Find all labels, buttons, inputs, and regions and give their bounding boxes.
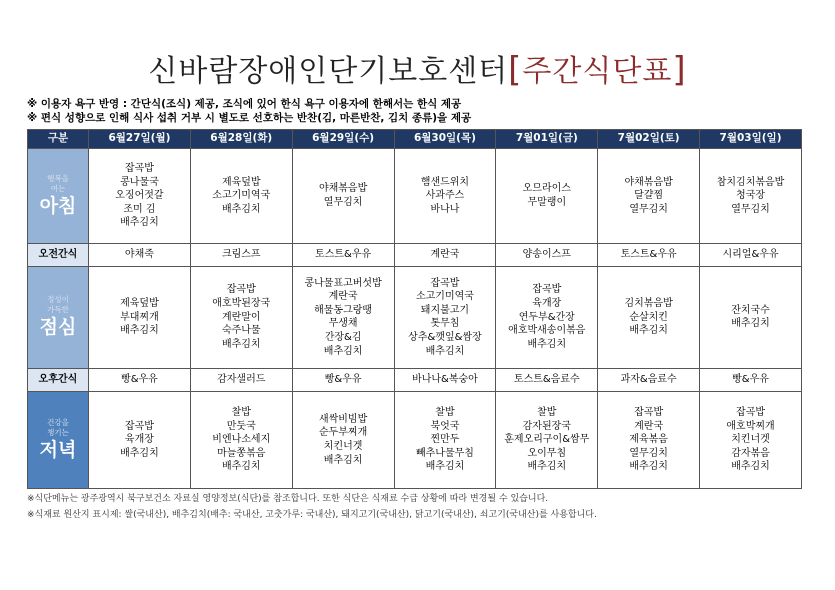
menu-item: 제육덮밥	[221, 176, 261, 188]
snack-cell: 양송이스프	[496, 244, 598, 267]
menu-item: 상추&깻잎&쌈장	[408, 332, 482, 343]
menu-item: 잡곡밥	[430, 277, 460, 289]
menu-item: 육개장	[124, 434, 154, 446]
menu-item: 비엔나소세지	[212, 434, 271, 446]
note-line: ※ 이용자 욕구 반영 : 간단식(조식) 제공, 조식에 있어 한식 욕구 이용자에 한해서는 한식 제공	[27, 98, 462, 110]
header-day: 6월29일(수)	[292, 130, 394, 149]
menu-item: 배추김치	[425, 345, 465, 357]
header-day: 6월27일(월)	[89, 130, 191, 149]
menu-item: 무말랭이	[527, 197, 567, 208]
menu-item: 배추김치	[323, 454, 363, 466]
snack-cell: 감자샐러드	[190, 368, 292, 391]
snack-cell: 빵&우유	[292, 368, 394, 391]
menu-item: 감자볶음	[731, 447, 770, 459]
menu-item: 배추김치	[527, 338, 567, 350]
menu-cell	[700, 391, 802, 488]
menu-item: 사과주스	[425, 190, 465, 202]
pm-snack-label: 오후간식	[28, 368, 89, 391]
menu-cell	[292, 149, 394, 244]
menu-item: 참치김치볶음밥	[716, 176, 785, 188]
menu-item: 배추김치	[425, 461, 465, 473]
menu-item: 햄샌드위치	[420, 176, 470, 188]
menu-item: 북엇국	[430, 420, 460, 432]
label-big: 아침	[39, 195, 77, 217]
menu-item: 톳무침	[430, 318, 460, 330]
menu-item: 훈제오리구이&쌈무	[504, 434, 590, 446]
menu-item: 청국장	[736, 190, 766, 202]
footer-notes	[27, 491, 597, 523]
label-small: 챙기는	[47, 427, 69, 437]
header-day: 6월30일(목)	[394, 130, 496, 149]
menu-item: 제육볶음	[629, 434, 668, 446]
menu-item: 애호박된장국	[212, 298, 271, 310]
footer-line: ※식재료 원산지 표시제: 쌀(국내산), 배추김치(배추: 국내산, 고춧가루: 국내산), 돼지고기(국내산), 닭고기(국내산), 쇠고기(국내산)를 사용합니다.	[27, 510, 597, 520]
menu-cell	[598, 267, 700, 368]
menu-item: 열무김치	[629, 447, 668, 459]
menu-item: 애호박새송이볶음	[508, 325, 586, 337]
menu-item: 김치볶음밥	[624, 298, 673, 310]
footer-line: ※식단메뉴는 광주광역시 북구보건소 자료실 영양정보(식단)를 참조합니다. 또한 식단은 식재료 수급 상황에 따라 변경될 수 있습니다.	[27, 494, 549, 504]
menu-item: 야채볶음밥	[318, 183, 368, 195]
header-day: 7월03일(일)	[700, 130, 802, 149]
menu-item: 배추김치	[120, 447, 159, 459]
menu-cell	[496, 149, 598, 244]
menu-cell	[190, 267, 292, 368]
menu-item: 치킨너겟	[731, 434, 770, 446]
menu-item: 계란국	[328, 291, 358, 303]
menu-item: 오므라이스	[522, 183, 571, 195]
menu-item: 배추김치	[323, 345, 363, 357]
title-subtitle: 주간식단표	[522, 54, 673, 89]
menu-cell	[394, 391, 496, 488]
center-name: 신바람장애인단기보호센터	[148, 54, 509, 89]
label-small: 여는	[50, 184, 66, 193]
menu-item: 배추김치	[120, 217, 159, 229]
menu-item: 야채볶음밥	[624, 176, 673, 188]
header-day: 7월01일(금)	[496, 130, 598, 149]
menu-item: 찰밥	[435, 406, 455, 418]
menu-item: 제육덮밥	[120, 298, 159, 310]
am-snack-label: 오전간식	[28, 244, 89, 267]
header-day: 6월28일(화)	[190, 130, 292, 149]
menu-item: 감자된장국	[522, 420, 571, 432]
menu-item: 무생채	[328, 318, 358, 330]
menu-item: 애호박찌개	[726, 420, 775, 432]
lunch-label	[28, 267, 89, 368]
weekly-menu-table	[27, 129, 802, 489]
menu-item: 빼추나물무침	[415, 447, 474, 459]
menu-cell	[89, 391, 191, 488]
header-row	[28, 130, 802, 149]
menu-item: 소고기미역국	[212, 190, 271, 202]
lunch-row	[28, 267, 802, 368]
breakfast-row	[28, 149, 802, 244]
menu-item: 육개장	[532, 298, 562, 310]
snack-cell: 계란국	[394, 244, 496, 267]
label-small: 정성이	[47, 295, 69, 305]
snack-cell: 빵&우유	[89, 368, 191, 391]
menu-item: 잡곡밥	[226, 284, 256, 296]
menu-item: 계란국	[634, 420, 664, 432]
header-category: 구분	[28, 130, 89, 149]
label-big: 저녁	[39, 438, 77, 461]
menu-item: 배추김치	[731, 318, 770, 330]
label-small: 건강을	[47, 417, 69, 427]
menu-item: 순살치킨	[629, 311, 668, 323]
menu-item: 돼지불고기	[420, 304, 470, 316]
menu-cell	[89, 149, 191, 244]
snack-cell: 바나나&복숭아	[394, 368, 496, 391]
notes	[27, 97, 471, 125]
menu-cell	[292, 391, 394, 488]
menu-item: 순두부찌개	[318, 427, 368, 439]
menu-item: 찐만두	[430, 434, 460, 446]
menu-item: 치킨너겟	[323, 440, 363, 452]
snack-cell: 과자&음료수	[598, 368, 700, 391]
menu-cell	[700, 267, 802, 368]
menu-item: 잡곡밥	[532, 284, 562, 296]
menu-item: 계란말이	[221, 311, 261, 323]
menu-item: 잡곡밥	[124, 420, 154, 432]
label-big: 점심	[39, 316, 77, 339]
menu-item: 달걀찜	[634, 190, 664, 202]
dinner-row	[28, 391, 802, 488]
snack-cell: 토스트&우유	[598, 244, 700, 267]
label-small: 가득한	[47, 305, 69, 315]
menu-item: 잡곡밥	[634, 406, 664, 418]
menu-item: 열무김치	[629, 203, 668, 215]
snack-cell: 시리얼&우유	[700, 244, 802, 267]
note-line: ※ 편식 성향으로 인해 식사 섭취 거부 시 별도로 선호하는 반찬(김, 마른반찬, 김치 종류)을 제공	[27, 112, 472, 124]
label-small: 행복을	[47, 174, 69, 183]
menu-item: 부대찌개	[120, 311, 159, 323]
menu-item: 찰밥	[537, 406, 557, 418]
menu-cell	[292, 267, 394, 368]
menu-item: 마늘쫑볶음	[217, 447, 266, 459]
snack-cell: 토스트&음료수	[496, 368, 598, 391]
menu-item: 숙주나물	[221, 325, 261, 337]
menu-item: 바나나	[430, 203, 460, 215]
snack-cell: 빵&우유	[700, 368, 802, 391]
title-bracket-close: ]	[672, 50, 687, 90]
menu-item: 간장&김	[324, 332, 362, 343]
menu-cell	[598, 391, 700, 488]
menu-item: 해물동그랑땡	[314, 304, 373, 316]
menu-item: 배추김치	[120, 325, 159, 337]
snack-cell: 크림스프	[190, 244, 292, 267]
menu-item: 열무김치	[731, 203, 770, 215]
menu-item: 배추김치	[221, 338, 261, 350]
menu-item: 잡곡밥	[124, 163, 154, 175]
menu-item: 만둣국	[226, 420, 256, 432]
dinner-label	[28, 391, 89, 488]
title-bracket-open: [	[508, 50, 523, 90]
menu-item: 열무김치	[323, 197, 363, 208]
menu-cell	[394, 267, 496, 368]
menu-item: 배추김치	[629, 461, 668, 473]
menu-cell	[190, 149, 292, 244]
am-snack-row	[28, 244, 802, 267]
menu-item: 새싹비빔밥	[318, 413, 368, 425]
page-title	[0, 46, 835, 90]
menu-item: 배추김치	[629, 325, 668, 337]
snack-cell: 토스트&우유	[292, 244, 394, 267]
menu-item: 배추김치	[221, 461, 261, 473]
menu-cell	[598, 149, 700, 244]
breakfast-label	[28, 149, 89, 244]
menu-item: 배추김치	[527, 461, 567, 473]
menu-item: 오징어젓갈	[115, 190, 164, 202]
menu-item: 콩나물국	[120, 176, 159, 188]
menu-item: 소고기미역국	[415, 291, 474, 303]
menu-item: 잡곡밥	[736, 406, 766, 418]
menu-item: 찰밥	[231, 406, 251, 418]
menu-item: 연두부&간장	[518, 311, 575, 323]
pm-snack-row	[28, 368, 802, 391]
menu-item: 콩나물표고버섯밥	[304, 277, 382, 289]
menu-item: 잔치국수	[731, 304, 770, 316]
menu-cell	[394, 149, 496, 244]
header-day: 7월02일(토)	[598, 130, 700, 149]
menu-cell	[700, 149, 802, 244]
menu-cell	[190, 391, 292, 488]
menu-cell	[496, 391, 598, 488]
menu-item: 배추김치	[731, 461, 770, 473]
menu-cell	[496, 267, 598, 368]
snack-cell: 야채죽	[89, 244, 191, 267]
menu-item: 오이무침	[527, 447, 567, 459]
menu-item: 조미 김	[123, 203, 156, 215]
menu-item: 배추김치	[221, 203, 261, 215]
menu-cell	[89, 267, 191, 368]
